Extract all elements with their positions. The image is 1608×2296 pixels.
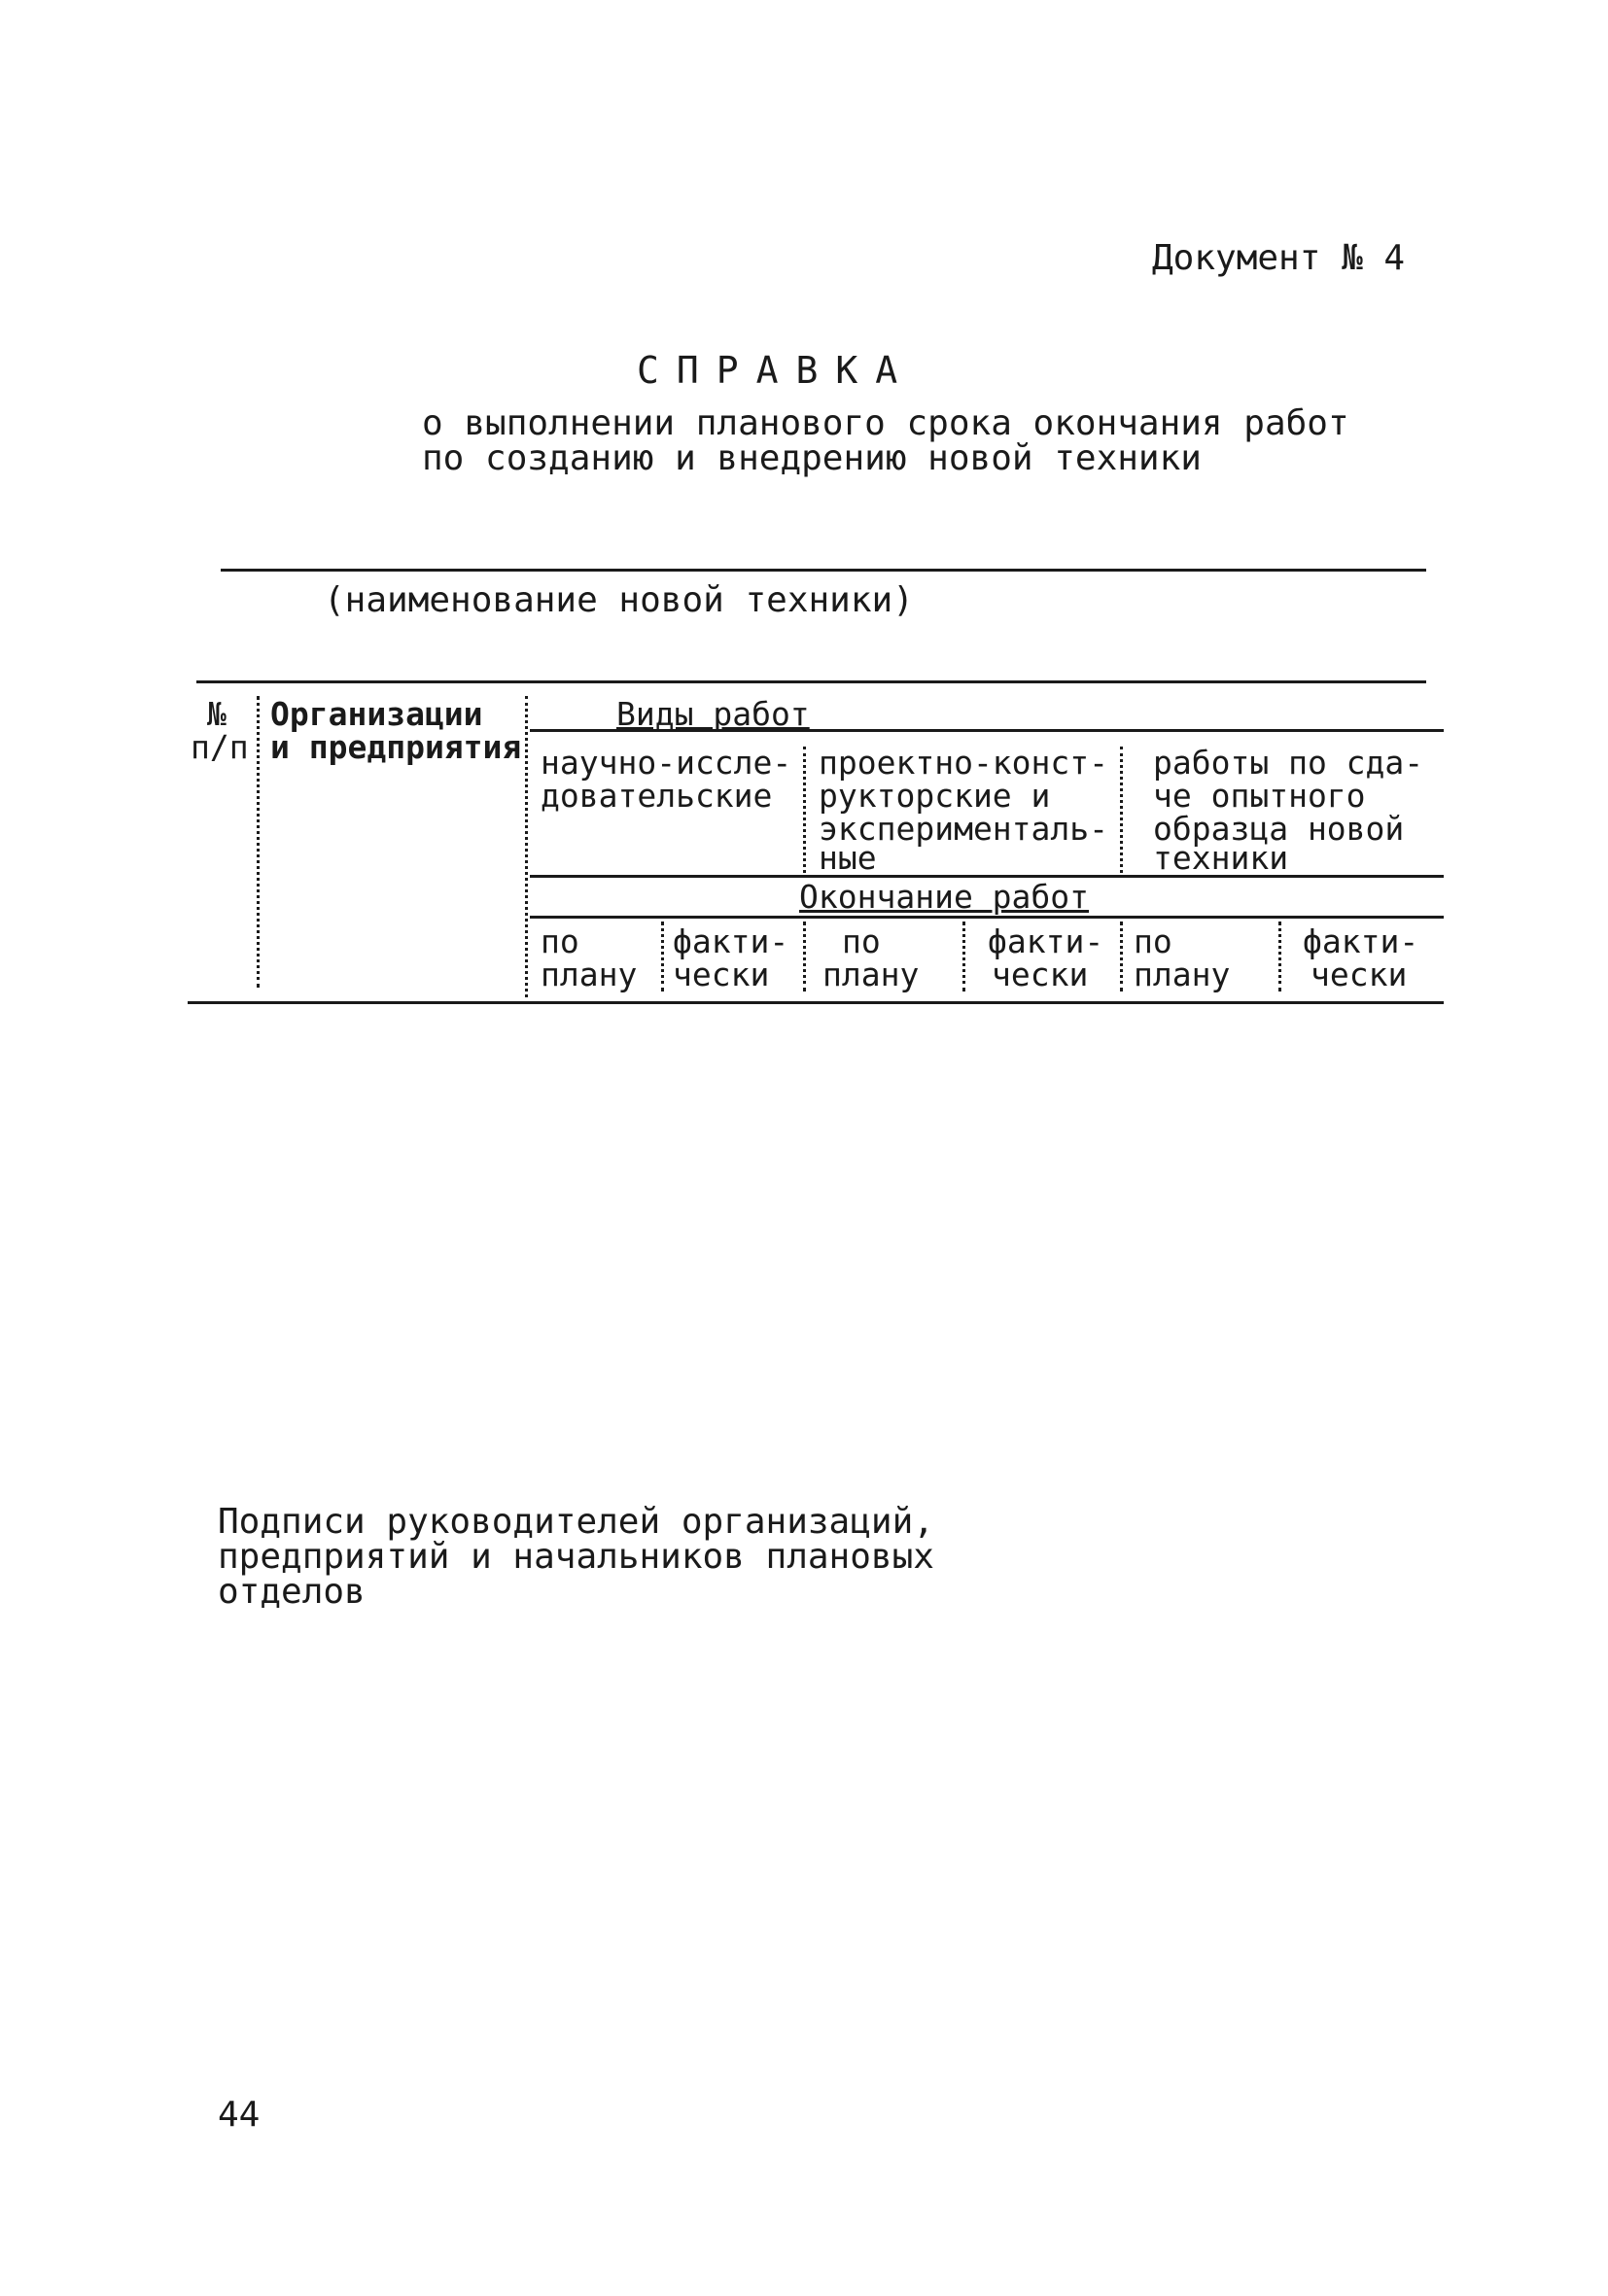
page-title: СПРАВКА	[637, 349, 916, 392]
sep-sub-3	[962, 922, 965, 991]
sep-sub-1	[661, 922, 664, 991]
work-type-2-line-2: рукторские и	[819, 777, 1051, 815]
work-type-3-line-4: техники	[1153, 839, 1289, 877]
col-org-header-2: и предприятия	[270, 728, 522, 766]
col-num-header-1: №	[207, 695, 227, 733]
plan-3-line-1: по	[1134, 922, 1172, 960]
fact-1-line-2: чески	[673, 956, 770, 993]
completion-header: Окончание работ	[799, 878, 1090, 916]
work-type-1-line-2: довательские	[541, 777, 773, 815]
plan-1-line-2: плану	[541, 956, 638, 993]
sep-sub-2	[803, 922, 806, 991]
work-type-3-line-2: че опытного	[1153, 777, 1366, 815]
completion-bottom-rule	[530, 916, 1444, 919]
document-number: Документ № 4	[1152, 238, 1406, 278]
plan-3-line-2: плану	[1134, 956, 1231, 993]
sep-type1-type2	[803, 747, 806, 873]
signatures-line-1: Подписи руководителей организаций,	[218, 1502, 934, 1542]
plan-2-line-1: по	[842, 922, 881, 960]
work-type-3-line-1: работы по сда-	[1153, 744, 1424, 782]
name-caption: (наименование новой техники)	[324, 580, 914, 620]
work-types-rule	[530, 729, 1444, 732]
col-num-header-2: п/п	[191, 728, 249, 766]
signatures-line-3: отделов	[218, 1572, 366, 1612]
fact-2-line-1: факти-	[988, 922, 1104, 960]
sep-sub-5	[1278, 922, 1281, 991]
sep-sub-4	[1120, 922, 1123, 991]
sep-num-org	[257, 696, 260, 988]
page-number: 44	[218, 2095, 261, 2135]
plan-2-line-2: плану	[822, 956, 920, 993]
table-bottom-rule	[188, 1001, 1444, 1004]
work-type-2-line-4: ные	[819, 839, 877, 877]
signatures-line-2: предприятий и начальников плановых	[218, 1537, 934, 1577]
work-type-3-line-3: образца новой	[1153, 810, 1405, 848]
work-type-2-line-3: эксперименталь-	[819, 810, 1109, 848]
work-type-2-line-1: проектно-конст-	[819, 744, 1109, 782]
fact-2-line-2: чески	[992, 956, 1089, 993]
work-type-1-line-1: научно-иссле-	[541, 744, 792, 782]
table-top-rule	[196, 680, 1426, 683]
fact-3-line-2: чески	[1311, 956, 1408, 993]
fact-1-line-1: факти-	[673, 922, 789, 960]
name-blank-line	[221, 569, 1426, 572]
sep-org-types	[525, 696, 528, 997]
col-org-header-1: Организации	[270, 695, 483, 733]
fact-3-line-1: факти-	[1303, 922, 1419, 960]
work-types-header: Виды работ	[616, 695, 810, 733]
plan-1-line-1: по	[541, 922, 579, 960]
title-line-2: по созданию и внедрению новой техники	[422, 438, 1202, 478]
title-line-1: о выполнении планового срока окончания работ	[422, 403, 1349, 443]
sep-type2-type3	[1120, 747, 1123, 873]
